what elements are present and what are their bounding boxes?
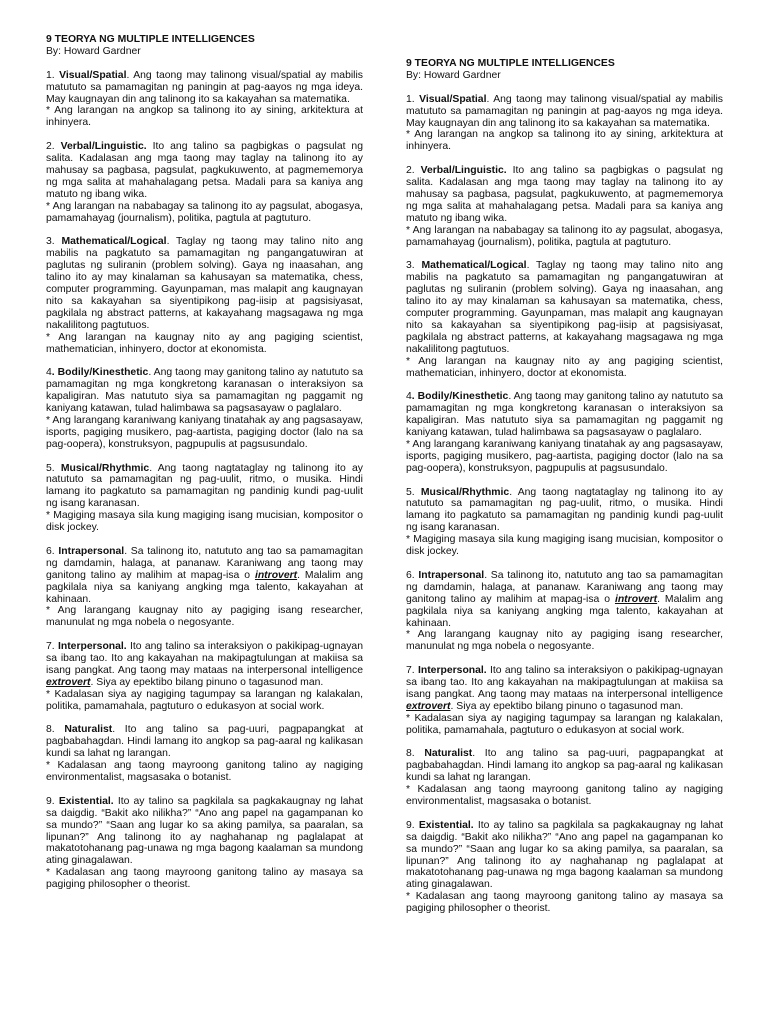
right-column bbox=[406, 58, 723, 927]
item-description: Ito ang talino sa interaksiyon o pakikipag-ugnayan sa ibang tao. Ito ang kakayahan na makipagtulungan at makiisa sa isang pangkat. Ang taong may mataas na interpersonal intelligence bbox=[46, 641, 363, 676]
item-heading: Intrapersonal bbox=[58, 545, 125, 557]
intelligence-item bbox=[46, 724, 363, 784]
left-column bbox=[46, 34, 363, 903]
item-description: Ito ay talino sa pagkilala sa pagkakaugnay ng lahat sa daigdig. “Bakit ako nilikha?” “Ano ang papel na gagampanan ko sa mundo?” “Saan ang lugar ko sa aking pamilya, sa paaralan, sa lipunan?” Ang talinong ito ay naghahanap ng paglalapat at makatotohanang pag-unawa ng mga bagong kaalaman sa mundong ating ginagalawan. bbox=[46, 795, 363, 867]
item-heading: . Bodily/Kinesthetic bbox=[51, 367, 149, 379]
career-note: * Ang larangang kaugnay nito ay pagiging isang researcher, manunulat ng mga nobela o negosyante. bbox=[46, 605, 363, 629]
item-heading-punct: . bbox=[526, 260, 530, 272]
item-description: Ang taong may talinong visual/spatial ay mabilis matututo sa pamamagitan ng paningin at pag-aayos ng mga ideya. May kaugnayan din ang talinong ito sa kakayahan sa matematika. bbox=[406, 93, 723, 129]
item-description: Ito ang talino sa pag-uuri, pagpapangkat at pagbabahagdan. Hindi lamang ito angkop sa pag-aaral ng kalikasan kundi sa lahat ng larangan. bbox=[46, 724, 363, 760]
item-heading: Verbal/Linguistic. bbox=[60, 141, 147, 153]
item-description: Ang taong nagtataglay ng talinong ito ay natututo sa pamamagitan ng pag-uulit, ritmo, o musika. Hindi lamang ito pagkatuto sa pamamagitan ng pandinig kundi pag-uulit ng isang karanasan. bbox=[46, 462, 363, 510]
item-heading-punct: . bbox=[509, 486, 513, 498]
author-byline: By: Howard Gardner bbox=[46, 45, 141, 57]
item-heading: Interpersonal. bbox=[57, 641, 127, 653]
intelligence-list bbox=[406, 94, 723, 915]
item-paragraph bbox=[46, 236, 363, 331]
item-number: 9. bbox=[46, 795, 59, 807]
item-paragraph bbox=[406, 94, 723, 130]
career-note: * Magiging masaya sila kung magiging isang mucisian, kompositor o disk jockey. bbox=[406, 534, 723, 558]
item-number: 8. bbox=[46, 724, 65, 736]
career-note: * Ang larangan na nababagay sa talinong ito ay pagsulat, abogasya, pamamahayag (journalism), politika, pagtula at pagtuturo. bbox=[406, 224, 723, 248]
item-keyword: introvert bbox=[254, 569, 298, 581]
item-paragraph bbox=[46, 367, 363, 415]
item-heading: Visual/Spatial bbox=[419, 93, 487, 105]
item-number: 2. bbox=[46, 141, 61, 153]
item-heading: Musical/Rhythmic bbox=[60, 462, 150, 474]
intelligence-item bbox=[406, 665, 723, 736]
item-keyword: extrovert bbox=[406, 700, 451, 712]
intelligence-item bbox=[406, 94, 723, 154]
item-number: 2. bbox=[406, 165, 421, 177]
item-heading: Visual/Spatial bbox=[59, 69, 127, 81]
career-note: * Ang larangan na kaugnay nito ay ang pagiging scientist, mathematician, inhinyero, doctor at ekonomista. bbox=[406, 355, 723, 379]
career-note: * Ang larangan na angkop sa talinong ito ay sining, arkitektura at inhinyera. bbox=[46, 105, 363, 129]
item-heading: Interpersonal. bbox=[417, 665, 487, 677]
item-paragraph bbox=[406, 748, 723, 784]
career-note: * Kadalasan ang taong mayroong ganitong talino ay masaya sa pagiging philosopher o theorist. bbox=[46, 867, 363, 891]
item-heading-punct: . bbox=[112, 724, 116, 736]
item-description: Ang taong may ganitong talino ay natututo sa pamamagitan ng mga kongkretong karanasan o interaksiyon sa kapaligiran. Mas natututo siya sa pamamagitan ng paggamit ng kaniyang katawan, tulad halimbawa sa pagsasayaw o paglalaro. bbox=[46, 367, 364, 415]
item-heading: Intrapersonal bbox=[418, 569, 485, 581]
career-note: * Kadalasan ang taong mayroong ganitong talino ay nagiging environmentalist, magsasaka o botanist. bbox=[406, 784, 723, 808]
item-heading: . Bodily/Kinesthetic bbox=[411, 391, 509, 403]
item-heading: Mathematical/Logical bbox=[421, 260, 527, 272]
item-description: Ito ang talino sa pag-uuri, pagpapangkat at pagbabahagdan. Hindi lamang ito angkop sa pag-aaral ng kalikasan kundi sa lahat ng larangan. bbox=[406, 748, 723, 784]
item-heading: Verbal/Linguistic. bbox=[420, 165, 507, 177]
item-description: Ito ang talino sa pagbigkas o pagsulat ng salita. Kadalasan ang mga taong may taglay na talinong ito ay mahusay sa pagbasa, pagsulat, pagkukuwento, at pagmememorya ng mga salita at mahahalagang petsa. Madali para sa kaniya ang matuto ng ibang wika. bbox=[46, 141, 363, 200]
item-heading-punct: . bbox=[126, 69, 130, 81]
career-note: * Ang larangan na angkop sa talinong ito ay sining, arkitektura at inhinyera. bbox=[406, 129, 723, 153]
item-heading: Existential. bbox=[418, 819, 474, 831]
intelligence-item bbox=[46, 236, 363, 355]
item-number: 3. bbox=[46, 236, 62, 248]
item-heading: Musical/Rhythmic bbox=[420, 486, 510, 498]
career-note: * Kadalasan ang taong mayroong ganitong talino ay nagiging environmentalist, magsasaka o botanist. bbox=[46, 760, 363, 784]
item-paragraph bbox=[46, 70, 363, 106]
item-heading-punct: . bbox=[484, 569, 488, 581]
item-paragraph bbox=[406, 665, 723, 713]
item-paragraph bbox=[46, 546, 363, 606]
career-note: * Kadalasan siya ay nagiging tagumpay sa larangan ng kalakalan, politika, pamamahala, pagtuturo o edukasyon at social work. bbox=[406, 712, 723, 736]
item-description: Sa talinong ito, natututo ang tao sa pamamagitan ng damdamin, halaga, at pananaw. Karaniwang ang taong may ganitong talino ay malihim at mapag-isa o bbox=[46, 545, 363, 581]
item-description: Taglay ng taong may talino nito ang mabilis na pagkatuto sa pamamagitan ng pangangatuwiran at paglutas ng suliranin (problem solving). Gaya ng inaasahan, ang talino ito ay may kinalaman sa kahusayan sa matematika, chess, computer programming. Gayunpaman, mas malapit ang kaugnayan nito sa kakayahan sa siyentipikong pag-iisip at pagsisiyasat, pagkilala ng abstract patterns, at kakayahang magsagawa ng mga nakalilitong pagtutuos. bbox=[406, 260, 723, 355]
item-heading-punct: . bbox=[486, 93, 490, 105]
intelligence-item bbox=[46, 463, 363, 534]
item-description: Ito ay talino sa pagkilala sa pagkakaugnay ng lahat sa daigdig. “Bakit ako nilikha?” “Ano ang papel na gagampanan ko sa mundo?” “Saan ang lugar ko sa aking pamilya, sa paaralan, sa lipunan?” Ang talinong ito ay naghahanap ng paglalapat at makatotohanang pag-unawa ng mga bagong kaalaman sa mundong ating ginagalawan. bbox=[406, 819, 723, 891]
item-heading-punct: . bbox=[149, 462, 153, 474]
item-number: 6. bbox=[46, 545, 59, 557]
item-heading-punct: . bbox=[124, 545, 128, 557]
item-keyword: extrovert bbox=[46, 676, 91, 688]
item-heading-punct: . bbox=[166, 236, 170, 248]
item-paragraph bbox=[406, 570, 723, 630]
career-note: * Magiging masaya sila kung magiging isang mucisian, kompositor o disk jockey. bbox=[46, 510, 363, 534]
career-note: * Kadalasan siya ay nagiging tagumpay sa larangan ng kalakalan, politika, pamamahala, pagtuturo o edukasyon at social work. bbox=[46, 688, 363, 712]
item-description-end: . Malalim ang pagkilala niya sa kaniyang angking mga talento, kakayahan at kahinaan. bbox=[46, 569, 363, 605]
item-heading: Naturalist bbox=[64, 724, 113, 736]
item-description: Taglay ng taong may talino nito ang mabilis na pagkatuto sa pamamagitan ng pangangatuwiran at paglutas ng suliranin (problem solving). Gaya ng inaasahan, ang talino ito ay may kinalaman sa kahusayan sa matematika, chess, computer programming. Gayunpaman, mas malapit ang kaugnayan nito sa kakayahan sa siyentipikong pag-iisip at pagsisiyasat, pagkilala ng abstract patterns, at kakayahang magsagawa ng mga nakalilitong pagtutuos. bbox=[46, 236, 363, 331]
intelligence-list bbox=[46, 70, 363, 891]
item-description: Sa talinong ito, natututo ang tao sa pamamagitan ng damdamin, halaga, at pananaw. Karaniwang ang taong may ganitong talino ay malihim at mapag-isa o bbox=[406, 569, 723, 605]
item-number: 3. bbox=[406, 260, 422, 272]
item-number: 7. bbox=[46, 641, 58, 653]
item-keyword: introvert bbox=[614, 593, 658, 605]
intelligence-item bbox=[46, 546, 363, 629]
item-heading: Mathematical/Logical bbox=[61, 236, 167, 248]
document-title: 9 TEORYA NG MULTIPLE INTELLIGENCES bbox=[46, 34, 255, 45]
intelligence-item bbox=[46, 796, 363, 891]
item-number: 4 bbox=[406, 391, 412, 403]
intelligence-item bbox=[406, 487, 723, 558]
item-description: Ito ang talino sa pagbigkas o pagsulat ng salita. Kadalasan ang mga taong may taglay na talinong ito ay mahusay sa pagbasa, pagsulat, pagkukuwento, at pagmememorya ng mga salita at mahahalagang petsa. Madali para sa kaniya ang matuto ng ibang wika. bbox=[406, 165, 723, 224]
item-heading-punct: . bbox=[472, 748, 476, 760]
item-description: Ang taong may talinong visual/spatial ay mabilis matututo sa pamamagitan ng paningin at pag-aayos ng mga ideya. May kaugnayan din ang talinong ito sa kakayahan sa matematika. bbox=[46, 69, 363, 105]
item-paragraph bbox=[46, 641, 363, 689]
item-number: 5. bbox=[46, 462, 61, 474]
item-number: 1. bbox=[406, 93, 420, 105]
item-description: Ang taong may ganitong talino ay natututo sa pamamagitan ng mga kongkretong karanasan o interaksiyon sa kapaligiran. Mas natututo siya sa pamamagitan ng paggamit ng kaniyang katawan, tulad halimbawa sa pagsasayaw o paglalaro. bbox=[406, 391, 724, 439]
item-paragraph bbox=[46, 463, 363, 511]
item-number: 9. bbox=[406, 819, 419, 831]
intelligence-item bbox=[406, 260, 723, 379]
intelligence-item bbox=[406, 820, 723, 915]
item-paragraph bbox=[46, 724, 363, 760]
intelligence-item bbox=[406, 748, 723, 808]
item-heading: Existential. bbox=[58, 795, 114, 807]
item-description-end: . Malalim ang pagkilala niya sa kaniyang angking mga talento, kakayahan at kahinaan. bbox=[406, 593, 723, 629]
item-paragraph bbox=[406, 487, 723, 535]
item-heading-punct: . bbox=[508, 391, 512, 403]
item-number: 7. bbox=[406, 665, 418, 677]
item-paragraph bbox=[406, 165, 723, 225]
item-paragraph bbox=[46, 141, 363, 201]
item-description: Ito ang talino sa interaksiyon o pakikipag-ugnayan sa ibang tao. Ito ang kakayahan na makipagtulungan at makiisa sa isang pangkat. Ang taong may mataas na interpersonal intelligence bbox=[406, 665, 723, 700]
career-note: * Kadalasan ang taong mayroong ganitong talino ay masaya sa pagiging philosopher o theorist. bbox=[406, 891, 723, 915]
item-heading-punct: . bbox=[148, 367, 152, 379]
career-note: * Ang larangan na kaugnay nito ay ang pagiging scientist, mathematician, inhinyero, doctor at ekonomista. bbox=[46, 331, 363, 355]
item-number: 4 bbox=[46, 367, 52, 379]
author-byline: By: Howard Gardner bbox=[406, 69, 501, 81]
item-paragraph bbox=[46, 796, 363, 867]
intelligence-item bbox=[406, 165, 723, 248]
item-paragraph bbox=[406, 391, 723, 439]
career-note: * Ang larangang karaniwang kaniyang tinatahak ay ang pagsasayaw, isports, pagiging musikero, pag-aartista, pagiging doctor (lalo na sa pag-oopera), konstruksyon, pagpupulis at pagsusundalo. bbox=[46, 414, 363, 450]
item-heading: Naturalist bbox=[424, 748, 473, 760]
intelligence-item bbox=[46, 641, 363, 712]
item-description-end: . Siya ay epektibo bilang pinuno o tagasunod man. bbox=[450, 700, 684, 712]
intelligence-item bbox=[406, 570, 723, 653]
item-description: Ang taong nagtataglay ng talinong ito ay natututo sa pamamagitan ng pag-uulit, ritmo, o musika. Hindi lamang ito pagkatuto sa pamamagitan ng pandinig kundi pag-uulit ng isang karanasan. bbox=[406, 486, 723, 534]
item-number: 1. bbox=[46, 69, 60, 81]
intelligence-item bbox=[46, 141, 363, 224]
item-paragraph bbox=[406, 820, 723, 891]
intelligence-item bbox=[406, 391, 723, 474]
item-number: 6. bbox=[406, 569, 419, 581]
item-number: 8. bbox=[406, 748, 425, 760]
item-number: 5. bbox=[406, 486, 421, 498]
intelligence-item bbox=[46, 367, 363, 450]
career-note: * Ang larangan na nababagay sa talinong ito ay pagsulat, abogasya, pamamahayag (journalism), politika, pagtula at pagtuturo. bbox=[46, 200, 363, 224]
career-note: * Ang larangang karaniwang kaniyang tinatahak ay ang pagsasayaw, isports, pagiging musikero, pag-aartista, pagiging doctor (lalo na sa pag-oopera), konstruksyon, pagpupulis at pagsusundalo. bbox=[406, 438, 723, 474]
career-note: * Ang larangang kaugnay nito ay pagiging isang researcher, manunulat ng mga nobela o negosyante. bbox=[406, 629, 723, 653]
document-title: 9 TEORYA NG MULTIPLE INTELLIGENCES bbox=[406, 58, 615, 69]
item-paragraph bbox=[406, 260, 723, 355]
intelligence-item bbox=[46, 70, 363, 130]
item-description-end: . Siya ay epektibo bilang pinuno o tagasunod man. bbox=[90, 676, 324, 688]
